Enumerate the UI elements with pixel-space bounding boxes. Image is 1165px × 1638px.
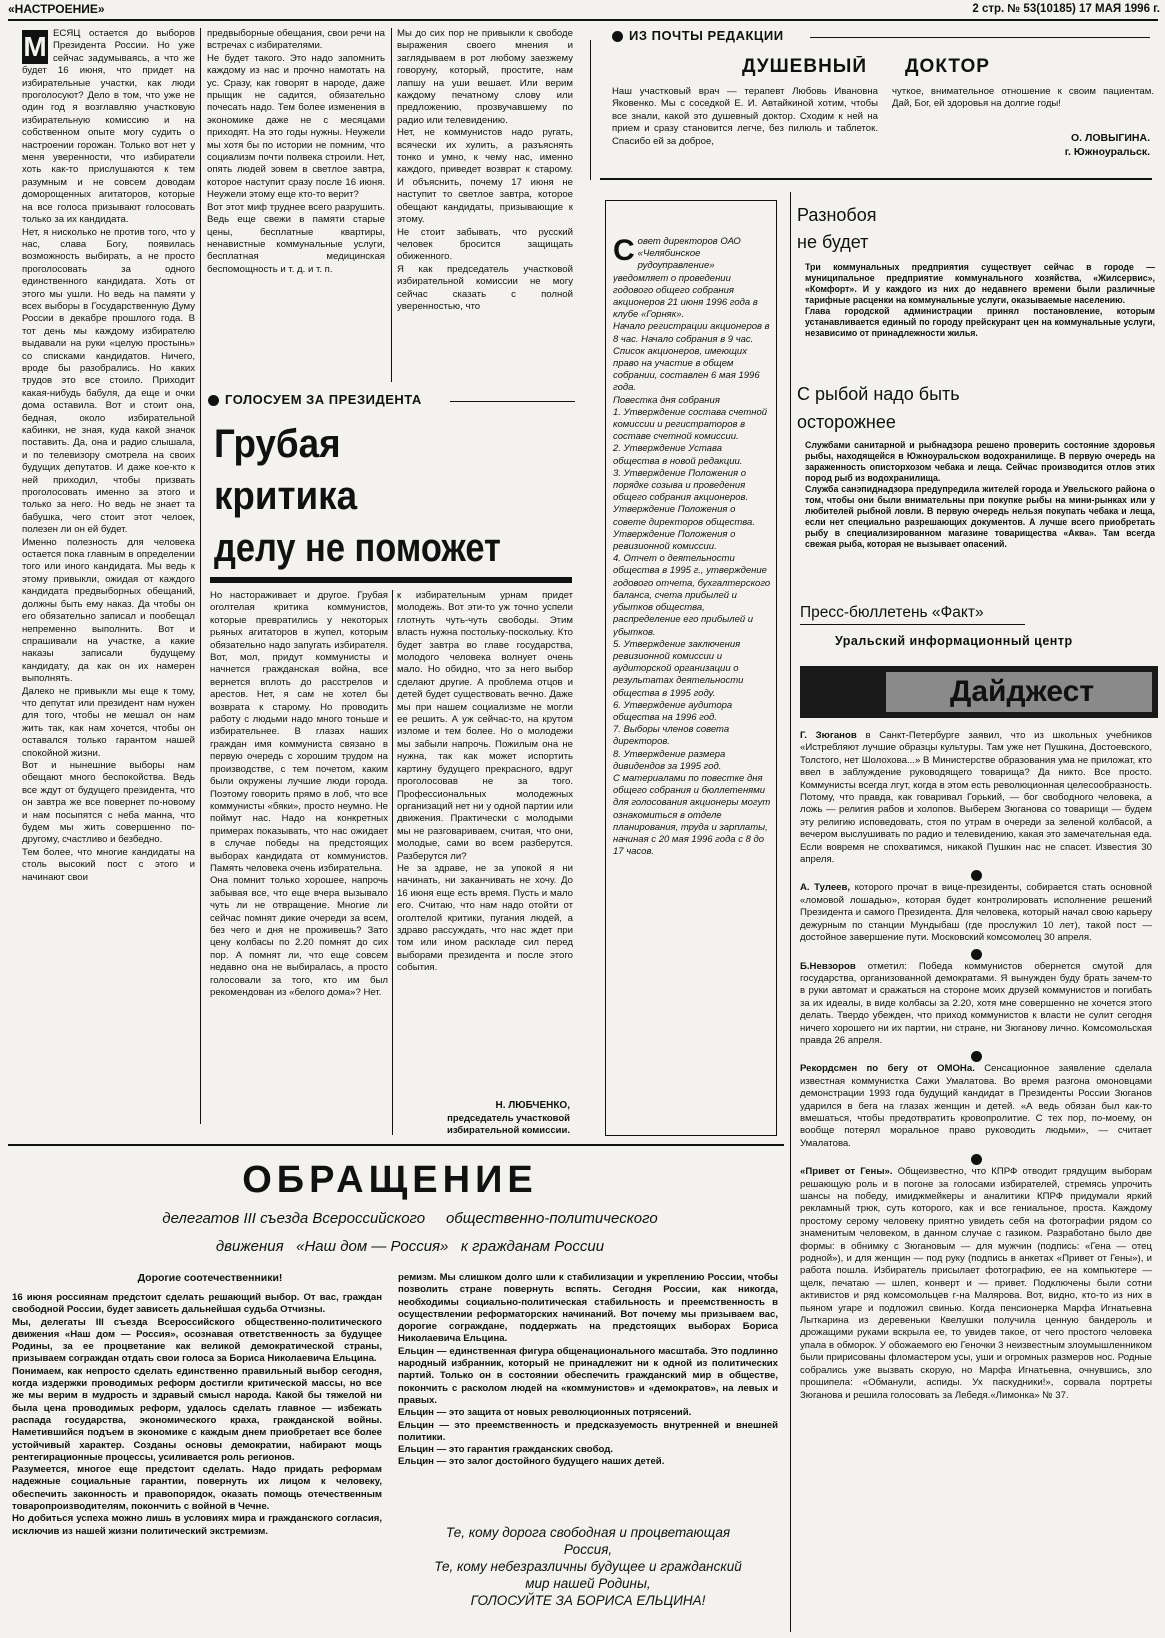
pochta-signature: О. ЛОВЫГИНА. — [1071, 132, 1150, 144]
raznoboya-title1: Разнобоя — [797, 205, 877, 225]
col1-text: ЕСЯЦ остается до выборов Президента России. Но уже сейчас задумываясь, а что же будет 16 июня, что придет на избирательные участки, как люди проголосуют? Дело в том, что уже не один год я возглавляю участковую избирательную комиссию и на собственном опыте могу судить о настроении горожан. Только вот нет у меня уверенности, что избиратели хоть как-то прислушаются к тем разумным и не совсем доводам доморощенных агитаторов, которые на все голоса призывают голосовать только за их кандидата. Нет, я нисколько не против того, что у нас, слава Богу, появилась возможность выбирать, а не просто проголосовать за одного единственного кандидата. Хоть от этого мы ушли. Но ведь на памяти у всех выборы в Государственную Думу России в декабре прошлого года. В тот день мы каждому избирателю выдавали на руки «целую простынь» со списками кандидатов. Ничего, вроде бы разобрались. Но каких трудов это все стоило. Приходит какая-нибудь бабуля, да еще и очки дома оставила. Вот и стоит она, бедная, около избирательной кабинки, не зная, куда какой значок поставить. Да, она и радио слышала, и по телевизору смотрела на своих будущих депутатов. И даже кое-кто к ней приходил, чтобы призвать проголосовать именно за этого и только за него. Но ведь не знает та бабушка, чего стоит этот челоек, полезен ли он ей будет. Именно полезность для человека остается пока главным в определении того или иного кандидата. Мы ведь к этому привыкли, ожидая от каждого кандидата предвыборных обещаний, должны быть ему наказ. Да чтобы он его обязательно записал и пообещал непременно выполнить. Вот и спрашивали на участке, а какие наказы записали будущему кандидату, да как он их намерен выполнять. Далеко не привыкли мы еще к тому, что депутат или президент нам нужен для того, чтобы не мешал он нам жить так, как нам хочется, чтобы он оставался только гарантом нашей спокойной жизни. Вот и нынешние выборы нам обещают много беспокойства. Ведь все ждут от будущего президента, что он завтра же все повернет по-новому и нам посыпятся с неба манна, что будем мы жить совершенно по-другому, счастливо и безбедно. Тем более, что многие кандидаты на столь высокий пост с этого и начинают свои — [22, 28, 195, 883]
section-label: «НАСТРОЕНИЕ» — [8, 2, 105, 16]
article-col2 — [207, 28, 385, 382]
golosuem-colB: к избирательным урнам придет молодежь. Вот эти-то уж точно успели глотнуть чуть-чуть свободы. Этим власть нужна постольку-поскольку. Кто будет завтра во главе государства, молодого человека волнует очень мало. Но обидно, что за него выбор сделают другие. А проблема отцов и детей будет существовать вечно. Даже мы при нашем социализме не могли ее решить. А уж сейчас-то, на крутом изломе и тем более. Но о молодежи мы забыли напрочь. Пожилым она не нужна, так как может испортить картину будущего прекрасного, вдруг проголосовав не за того. Профессиональных молодежных организаций нет ни у одной партии или движения. Практически с молодыми мы не разговариваем, считая, что они, молодые, сами во всем разберутся. Разберутся ли? Не за здраве, не за упокой я ни начинать, ни заканчивать не хочу. До 16 июня еще есть время. Пусть и мало его. Считаю, что нам надо отойти от оголтелой критики, пугания людей, а здраво рассуждать, что нас ждет при том или ином раскладе сил перед выборами президента и после этого события. — [397, 590, 573, 974]
headline-line1: Грубая — [214, 422, 341, 466]
digest-item: Рекордсмен по бегу от ОМОНа. Сенсационное заявление сделала известная коммунистка Сажи Умалатова. Во время разгона омоновцами демонстрации 1993 года будущий кандидат в Президенты России Зюганов ударился в бега на глазах женщин и детей. «А ведь обязан был как-то вмешаться, чтобы предотвратить кровопролитие. С тех пор, по-моему, он вообще потерял моральное право руководить людьми», — считает Умалатова. — [800, 1063, 1152, 1149]
press-title: Пресс-бюллетень «Факт» — [800, 604, 984, 621]
raznoboya-title2: не будет — [797, 232, 869, 252]
pochta-side-rule — [590, 40, 591, 180]
rubric-golosuem: ГОЛОСУЕМ ЗА ПРЕЗИДЕНТА — [208, 392, 578, 410]
digest-item: Б.Невзоров отметил: Победа коммунистов обернется смутой для государства, организованной демократами. Я вынужден буду брать зачем-то в руки автомат и сражаться на стороне моих друзей коммунистов и погибать за их идеалы, в виде колбасы за 2.20, хотя мне совершенно не хочется этого делать. Твердо убежден, что приход коммунистов к власти не сулит сегодня ничего хорошего ни их партии, ни стране, ни Зюганову лично. Комсомольская правда 26 апреля. — [800, 960, 1152, 1046]
soviet-notice-text: С овет директоров ОАО «Челябинское рудоуправление» уведомляет о проведении годового общего собрания акционеров 21 июня 1996 года в клубе «Горняк». Начало регистрации акционеров в 8 час. Начало собрания в 9 час. Список акционеров, имеющих право на участие в общем собрании, составлен 6 мая 1996 года. Повестка дня собрания 1. Утверждение состава счетной комиссии и регистраторов в составе счетной комиссии. 2. Утверждение Устава общества в новой редакции. 3. Утверждение Положения о порядке созыва и проведения общего собрания акционеров. Утверждение Положения о совете директоров общества. Утверждение Положения о ревизионной комиссии. 4. Отчет о деятельности общества в 1995 г., утверждение годового отчета, бухгалтерского баланса, счета прибылей и убытков общества, распределение его прибылей и убытков. 5. Утверждение заключения ревизионной комиссии и аудиторской организации о результатах деятельности общества в 1995 году. 6. Утверждение аудитора общества на 1996 год. 7. Выборы членов совета директоров. 8. Утверждение размера дивидендов за 1995 год. С материалами по повестке дня общего собрания и бюллетенями для голосования акционеры могут ознакомиться в отделе планирования, труда и зарплаты, начиная с 20 мая 1996 года с 8 до 17 часов. — [613, 236, 771, 858]
col-rule-2 — [391, 28, 392, 382]
bullet-icon — [208, 395, 219, 406]
appeal-sub2: движения «Наш дом — Россия» к гражданам России — [215, 1238, 605, 1255]
pochta-title1: ДУШЕВНЫЙ — [742, 56, 868, 77]
raznoboya-text: Три коммунальных предприятия существует сейчас в городе — муниципальное предприятие коммунального хозяйства, «Жилсервис», «Комфорт». И у каждого из них до недавнего времени были различные тарифные расценки на коммунальные услуги, оказываемые населению. Глава городской администрации принял постановление, которым устанавливается единый по городу прейскурант цен на коммунальные услуги, независимо от принадлежности жилья. — [805, 262, 1155, 338]
digest-item: «Привет от Гены». Общеизвестно, что КПРФ отводит грядущим выборам решающую роль и в погоне за голосами избирателей, стремясь упрочить шансы на победу, имиджмейкеры и аналитики КПРФ придумали яркий рекламный трюк, суть которого, как и все гениальное, проста. Каждому простому серому человеку приятно увидеть себя на фотографии рядом со знаменитым человеком, в данном случае с газиком. Разработано было две формы: в обнимку с Зюгановым — для мужчин (подпись: «Гена — отец родной»), и для женщин — под руку (подпись в анкетах «Привет от Гены»), и работа пошла. Избиратель присылает фотографию, ее на компьютере — щелк, печатаю — шлеп, конверт и — привет. Подключены были сотни активистов и ряд комсомольцев г-на Малярова. Вот, видно, кто-то из них в пьяном угаре и подложил свинью. Когда пенсионерка Марфа Игнатьевна Лыткарина из деревеньки Квелушки получила ценную бандероль и дрожащими руками вскрыла ее, то увидев такое, от чего простого человека упала в обморок. У обожаемого ею Геночки 3 неизвестным злоумышленником были пририсованы фломастером усы, уши и огромных размеров нос. Родные собрались уже вызвать скорую, но Марфа Игнатьевна, очнувшись, зло прошипела: «Обманули, аспиды. Ух паскудники!», сорвала портреты Зюганова и решила голосовать за Лебедя.«Лимонка» № 37. — [800, 1166, 1152, 1401]
soviet-dropcap: С — [613, 236, 635, 267]
rubric-rule — [450, 401, 575, 402]
col-rule-1 — [200, 28, 201, 1124]
header-rule — [8, 19, 1158, 21]
appeal-colB: ремизм. Мы слишком долго шли к стабилизации и укреплению России, чтобы позволить стране повернуть вспять. Сегодня России, как никогда, необходимы социально-политическая стабильность и преемственность в осуществлении реформаторских начинаний. Вот почему мы призываем вас, дорогие сограждане, поддержать на предстоящих выборах Бориса Николаевича Ельцина. Ельцин — единственная фигура общенационального масштаба. Это подлинно народный избранник, который не принадлежит ни к одной из политических партий. Только он в состоянии обеспечить гражданский мир в обществе, покончить с расколом людей на «коммунистов» и «демократов», на левых и правых. Ельцин — это защита от новых революционных потрясений. Ельцин — это преемственность и предсказуемость внутренней и внешней политики. Ельцин — это гарантия гражданских свобод. Ельцин — это залог достойного будущего наших детей. — [398, 1272, 778, 1468]
digest-item: А. Тулеев, которого прочат в вице-президенты, собирается стать основной «ломовой лошадью», которая будет контролировать исполнение решений Президента и самого Президента. Для человека, который начал свою карьеру дежурным по станции Мундыбаш (где прослужил 10 лет), такой пост — достойное завершение пути. Московский комсомолец 30 апреля. — [800, 882, 1152, 944]
ryba-text: Службами санитарной и рыбнадзора решено проверить состояние здоровья рыбы, находящейся в Южноуральском водохранилище. В первую очередь на зараженность описторхозом чебака и леща. Сейчас производится отлов этих пород рыб из водохранилища. Служба санэпиднадзора предупредила жителей города и Увельского района о том, чтобы они были внимательны при покупке рыбы на мини-рынках или у любителей рыбной ловли. В первую очередь нельзя покупать чебака и леща, если нет специально разрешающих документов. А лучше всего приобретать рыбу в специализированном магазине товарищества «Аква». Там всегда свежая рыба, которая не вызывает опасений. — [805, 440, 1155, 549]
appeal-title: ОБРАЩЕНИЕ — [242, 1159, 538, 1201]
col2-text: предвыборные обещания, свои речи на встречах с избирателями. Не будет такого. Это надо запомнить каждому из нас и прочно намотать на ус. Сразу, как говорят в народе, даже прыщик не садится, обязательно почесать надо. Тем более изменения в экономике даже не с месяцами приходят. На это годы нужны. Неужели мы хотя бы по истории не помним, что социализм почти полвека строили. Нет, опять людей зовем в светлое завтра, которое наступит сразу после 16 июня. Неужели этому еще кто-то верит? Вот этот миф труднее всего разрушить. Ведь еще свежи в памяти старые цены, бесплатные квартиры, ненавистные коммунальные услуги, бесплатная медицинская беспомощность и т. д. и т. п. — [207, 28, 385, 275]
appeal-closing: Те, кому дорога свободная и процветающая Россия, Те, кому небезразличны будущее и гражданский мир нашей Родины, ГОЛОСУЙТЕ ЗА БОРИСА ЕЛЬЦИНА! — [434, 1525, 742, 1608]
right-col-rule — [790, 192, 791, 1632]
signature-role-golosuem: председатель участковой избирательной комиссии. — [446, 1113, 570, 1136]
digest-bullet-icon — [971, 1154, 982, 1165]
digest-column — [800, 730, 1152, 1635]
appeal-sub1: делегатов III съезда Всероссийского общественно-политического — [162, 1210, 658, 1227]
pochta-textA: Наш участковый врач — терапевт Любовь Ивановна Яковенко. Мы с соседкой Е. И. Автайкиной хотим, чтобы все знали, какой это душевный доктор. Сходим к ней на прием и сразу становится легче, без пилюль и таблеток. Спасибо ей за доброе, — [612, 86, 878, 147]
appeal-greeting: Дорогие соотечественники! — [137, 1272, 283, 1284]
headline-rule — [210, 577, 572, 583]
digest-banner — [800, 666, 1158, 718]
pochta-bottom-rule — [600, 178, 1152, 180]
article-col3 — [397, 28, 573, 382]
issue-info: 2 стр. № 53(10185) 17 МАЯ 1996 г. — [972, 3, 1160, 15]
digest-bullet-icon — [971, 949, 982, 960]
pochta-city: г. Южноуральск. — [1064, 146, 1150, 158]
digest-bullet-icon — [971, 1051, 982, 1062]
ryba-title2: осторожнее — [797, 412, 896, 432]
press-underline — [800, 624, 1025, 625]
rubric-pochta: ИЗ ПОЧТЫ РЕДАКЦИИ — [612, 28, 852, 46]
signature-golosuem: Н. ЛЮБЧЕНКО, — [495, 1100, 570, 1111]
digest-bullet-icon — [971, 870, 982, 881]
col-rule-3 — [392, 590, 393, 1135]
bullet-icon — [612, 31, 623, 42]
pochta-title2: ДОКТОР — [905, 56, 990, 77]
press-subtitle: Уральский информационный центр — [835, 634, 1073, 648]
dropcap-letter: М — [23, 31, 47, 62]
pochta-rule — [810, 37, 1150, 38]
col3-text: Мы до сих пор не привыкли к свободе выражения своего мнения и заглядываем в рот любому заезжему говоруну, который, простите, нам лапшу на уши вешает. Или верим каждому печатному слову или предложению, прозвучавшему по радио или телевидению. Нет, не коммунистов надо ругать, всячески их хулить, а разъяснять тонко и умно, к чему нас, именно каждого, приведет возврат к старому. И объяснить, почему 17 июня не наступит то светлое завтра, которое обещают кандидаты, призывающие к этому. Не стоит забывать, что русский человек бросится защищать обиженного. Я как председатель участковой избирательной комиссии не могу сейчас сказать с полной уверенностью, что — [397, 28, 573, 312]
headline-line2: критика — [214, 474, 358, 518]
headline-line3: делу не поможет — [214, 526, 501, 570]
pochta-textB: чуткое, внимательное отношение к своим пациентам. Дай, Бог, ей здоровья на долгие годы! — [892, 86, 1154, 110]
article-col1 — [22, 28, 195, 1124]
ryba-title1: С рыбой надо быть — [797, 384, 960, 404]
golosuem-colA: Но настораживает и другое. Грубая оголтелая критика коммунистов, которые превратились у некоторых рьяных агитаторов в жупел, которым обязательно надо запугать избирателя. Вот, мол, придут коммунисты и начнется гражданская война, все вернется вплоть до расстрелов и арестов. Нет, я сам не хотел бы возврата к старому. Но проводить работу с людьми надо много тоньше и избирательнее. В глазах наших граждан имя коммуниста связано в первую очередь с хорошим трудом на производстве, с тем почетом, каким были окружены лучшие люди города. Поэтому говорить прямо в лоб, что все коммунисты «бяки», просто неумно. Не поймут нас. Надо на конкретных примерах показывать, что нас ожидает в случае победы на предстоящих выборах кандидата от коммунистов. Память человека очень избирательна. Она помнит только хорошее, напрочь забывая все, что еще вчера вызывало чуть ли не отвращение. Многие ли сейчас помнят дикие очереди за всем, без чего и дня не проживешь? Зато цену колбасы по 2.20 помнят до сих пор. А помнят ли, что еще совсем недавно она не выбиралась, а просто голосовали за того, кто им был рекомендован из «белого дома»? Нет. — [210, 590, 388, 998]
appeal-colA: 16 июня россиянам предстоит сделать решающий выбор. От вас, граждан свободной России, будет зависеть дальнейшая судьба Отчизны. Мы, делегаты III съезда Всероссийского общественно-политического движения «Наш дом — Россия», осознавая ответственность за будущее Родины, за ее процветание как великой демократической страны, призываем сограждан отдать свои голоса за Бориса Николаевича Ельцина. Понимаем, как непросто сделать единственно правильный выбор сегодня, когда издержки проводимых реформ достигли критической массы, но все же мы верим в мудрость и здравый смысл народа. Какой бы тяжелой ни была цена проводимых реформ, удалось сделать главное — избежать распада государства, экономического краха, гражданской войны. Наметившийся подъем в экономике с каждым днем приобретает все более устойчивый характер. Созданы основы демократии, набирают мощь рентегирационные процессы, усиливается роль регионов. Разумеется, многое еще предстоит сделать. Надо придать реформам надежные социальные гарантии, повернуть их лицом к человеку, обеспечить законность и правопорядок, оказать помощь отечественным товаропроизводителям, покончить с войной в Чечне. Но добиться успеха можно лишь в условиях мира и гражданского согласия, исключив из нашей жизни политический экстремизм. — [12, 1292, 382, 1537]
appeal-top-rule — [8, 1144, 784, 1146]
digest-title: Дайджест — [949, 675, 1095, 708]
digest-item: Г. Зюганов в Санкт-Петербурге заявил, что из школьных учебников «Истребляют лучшие образцы культуры. Там уже нет Пушкина, Достоевского, Толстого, нет Шолохова...» В Министерстве образования ума не приложат, кто ввел в заблуждение руководящего товарища? Да никто. Все просто. Коммунисты всегда лгут, когда в этом есть революционная целесообразность. Потому, что правда, как говаривал Горький, — бог свободного человека, а ложь — религия рабов и холопов. Выберем Зюганова со товарищи — будем эту религию исповедовать, стоя по утрам в очереди за зеленой колбасой, а вечером выслушивать по радио и телевидению, какая это замечательная еда. Если вовремя не спохватимся, никакой Пушкин нас не спасет. Известия 30 апреля. — [800, 730, 1152, 866]
